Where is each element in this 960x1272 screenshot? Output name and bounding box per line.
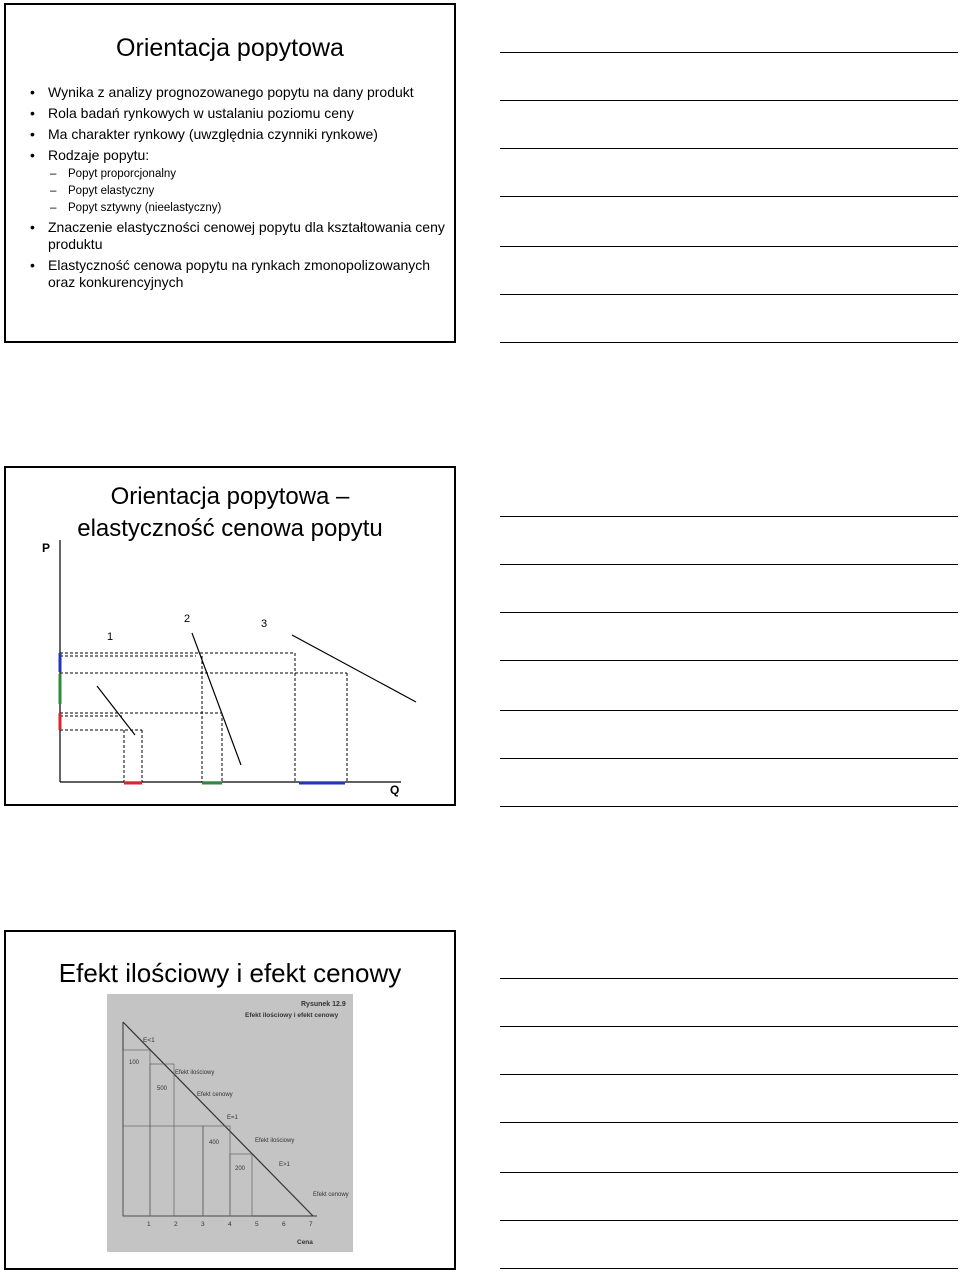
figure-caption-2: Efekt ilościowy i efekt cenowy xyxy=(245,1012,339,1019)
slide-orientacja-popytowa xyxy=(4,3,456,343)
figure-label: Efekt ilościowy xyxy=(255,1138,295,1144)
title-line-1: Orientacja popytowa – xyxy=(110,483,350,510)
curve-label-3: 3 xyxy=(261,618,268,630)
x-tick: 4 xyxy=(228,1221,232,1228)
elasticity-diagram xyxy=(6,468,454,804)
note-line xyxy=(500,978,958,979)
bullet-item: • Rola badań rynkowych w ustalaniu poziomu ceny xyxy=(28,105,448,122)
x-tick: 5 xyxy=(255,1221,259,1228)
bullet-item: • Wynika z analizy prognozowanego popytu na dany produkt xyxy=(28,84,448,101)
note-line xyxy=(500,246,958,247)
slide-title: Orientacja popytowa xyxy=(116,34,344,62)
note-line xyxy=(500,516,958,517)
axis-label-p: P xyxy=(42,541,51,555)
note-line xyxy=(500,710,958,711)
figure-label: E=1 xyxy=(227,1115,238,1121)
note-line xyxy=(500,1268,958,1269)
note-line xyxy=(500,1220,958,1221)
sub-bullet-item: – Popyt sztywny (nieelastyczny) xyxy=(28,202,448,215)
figure-box-value: 400 xyxy=(209,1140,220,1146)
sub-bullet-item: – Popyt proporcjonalny xyxy=(28,168,448,181)
bullet-item: • Rodzaje popytu: xyxy=(28,147,448,164)
note-line xyxy=(500,342,958,343)
slide-elastycznosc-cenowa xyxy=(4,466,456,806)
curve-label-2: 2 xyxy=(184,613,191,625)
slide-efekt-ilosciowy-cenowy xyxy=(4,930,456,1270)
scanned-figure-image xyxy=(107,994,353,1252)
scanned-figure xyxy=(107,994,353,1252)
note-line xyxy=(500,1026,958,1027)
note-line xyxy=(500,1172,958,1173)
guide-lines xyxy=(60,653,347,782)
x-tick: 2 xyxy=(174,1221,178,1228)
bullet-item: • Elastyczność cenowa popytu na rynkach zmonopolizowanych oraz konkurencyjnych xyxy=(28,257,448,291)
figure-label: Efekt cenowy xyxy=(313,1192,349,1198)
bullet-list xyxy=(28,84,448,295)
curve-label-1: 1 xyxy=(107,631,114,643)
note-line xyxy=(500,660,958,661)
demand-curve-1 xyxy=(97,686,135,735)
note-line xyxy=(500,1074,958,1075)
figure-label: Efekt cenowy xyxy=(197,1092,233,1098)
note-line xyxy=(500,294,958,295)
figure-x-label: Cena xyxy=(297,1239,313,1246)
demand-curve-3 xyxy=(292,635,416,702)
note-line xyxy=(500,758,958,759)
x-tick: 3 xyxy=(201,1221,205,1228)
figure-label: E>1 xyxy=(279,1162,290,1168)
figure-box-value: 200 xyxy=(235,1166,246,1172)
figure-box-value: 500 xyxy=(157,1086,168,1092)
note-line xyxy=(500,196,958,197)
note-line xyxy=(500,148,958,149)
note-line xyxy=(500,612,958,613)
note-line xyxy=(500,52,958,53)
note-line xyxy=(500,100,958,101)
figure-box-value: 100 xyxy=(129,1060,140,1066)
axis-label-q: Q xyxy=(390,783,400,797)
slide-title: Efekt ilościowy i efekt cenowy xyxy=(58,958,402,988)
x-tick: 6 xyxy=(282,1221,286,1228)
sub-bullet-item: – Popyt elastyczny xyxy=(28,185,448,198)
x-tick: 7 xyxy=(309,1221,313,1228)
bullet-item: • Znaczenie elastyczności cenowej popytu dla kształtowania ceny produktu xyxy=(28,219,448,253)
bullet-item: • Ma charakter rynkowy (uwzględnia czynniki rynkowe) xyxy=(28,126,448,143)
note-line xyxy=(500,564,958,565)
x-tick: 1 xyxy=(147,1221,151,1228)
note-line xyxy=(500,806,958,807)
figure-label: Efekt ilościowy xyxy=(175,1070,215,1076)
note-line xyxy=(500,1122,958,1123)
figure-label: E<1 xyxy=(143,1037,155,1044)
figure-caption-1: Rysunek 12.9 xyxy=(301,1001,346,1008)
title-line-2: elastyczność cenowa popytu xyxy=(77,515,383,542)
